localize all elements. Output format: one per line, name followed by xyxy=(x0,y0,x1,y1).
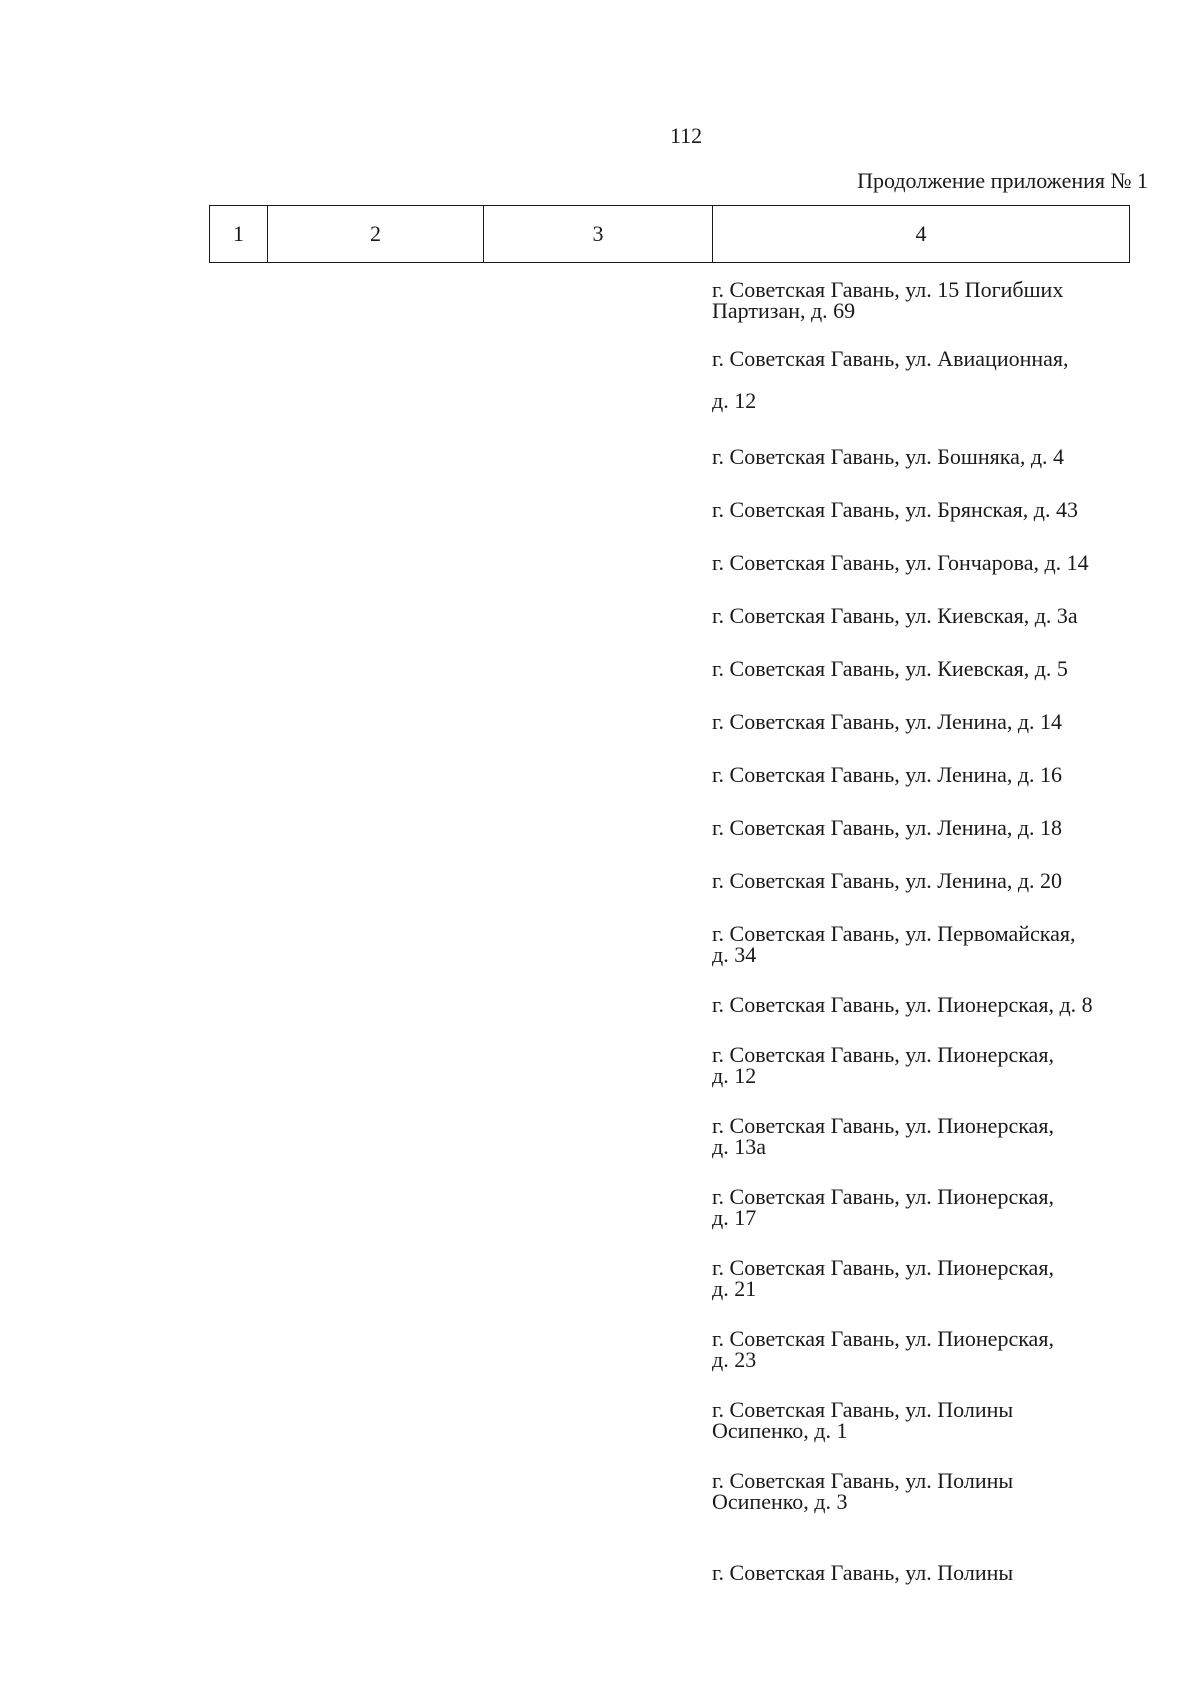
address-item: г. Советская Гавань, ул. Гончарова, д. 14 xyxy=(712,550,1089,575)
column-header-row xyxy=(210,206,1130,263)
address-item: г. Советская Гавань, ул. Пионерская, д. 13а xyxy=(712,1113,1054,1159)
address-item: г. Советская Гавань, ул. Бошняка, д. 4 xyxy=(712,444,1065,469)
address-item: г. Советская Гавань, ул. Полины xyxy=(712,1560,1014,1585)
address-item: г. Советская Гавань, ул. Пионерская, д. 12 xyxy=(712,1042,1054,1088)
page-number: 112 xyxy=(670,123,703,148)
column-header-1: 1 xyxy=(210,206,268,263)
address-item: г. Советская Гавань, ул. Полины Осипенко, д. 1 xyxy=(712,1397,1014,1443)
address-item: г. Советская Гавань, ул. Полины Осипенко, д. 3 xyxy=(712,1468,1014,1514)
address-item: г. Советская Гавань, ул. Ленина, д. 14 xyxy=(712,709,1063,734)
address-item: г. Советская Гавань, ул. Киевская, д. 3а xyxy=(712,603,1078,628)
address-item: г. Советская Гавань, ул. Ленина, д. 20 xyxy=(712,868,1063,893)
continuation-label: Продолжение приложения № 1 xyxy=(857,168,1148,193)
column-header-4: 4 xyxy=(713,206,1130,263)
column-header-table xyxy=(209,205,1130,263)
address-item: г. Советская Гавань, ул. Пионерская, д. 8 xyxy=(712,992,1093,1017)
address-item: г. Советская Гавань, ул. Пионерская, д. 23 xyxy=(712,1326,1054,1372)
address-item: г. Советская Гавань, ул. Авиационная, д. 12 xyxy=(712,346,1069,413)
address-list xyxy=(712,279,1152,1583)
address-item: г. Советская Гавань, ул. 15 Погибших Партизан, д. 69 xyxy=(712,277,1064,323)
address-item: г. Советская Гавань, ул. Киевская, д. 5 xyxy=(712,656,1068,681)
column-header-3: 3 xyxy=(484,206,713,263)
address-item: г. Советская Гавань, ул. Брянская, д. 43 xyxy=(712,497,1078,522)
address-item: г. Советская Гавань, ул. Ленина, д. 16 xyxy=(712,762,1063,787)
address-item: г. Советская Гавань, ул. Ленина, д. 18 xyxy=(712,815,1063,840)
address-item: г. Советская Гавань, ул. Пионерская, д. 17 xyxy=(712,1184,1054,1230)
address-item: г. Советская Гавань, ул. Первомайская, д. 34 xyxy=(712,921,1076,967)
column-header-2: 2 xyxy=(268,206,484,263)
address-item: г. Советская Гавань, ул. Пионерская, д. 21 xyxy=(712,1255,1054,1301)
